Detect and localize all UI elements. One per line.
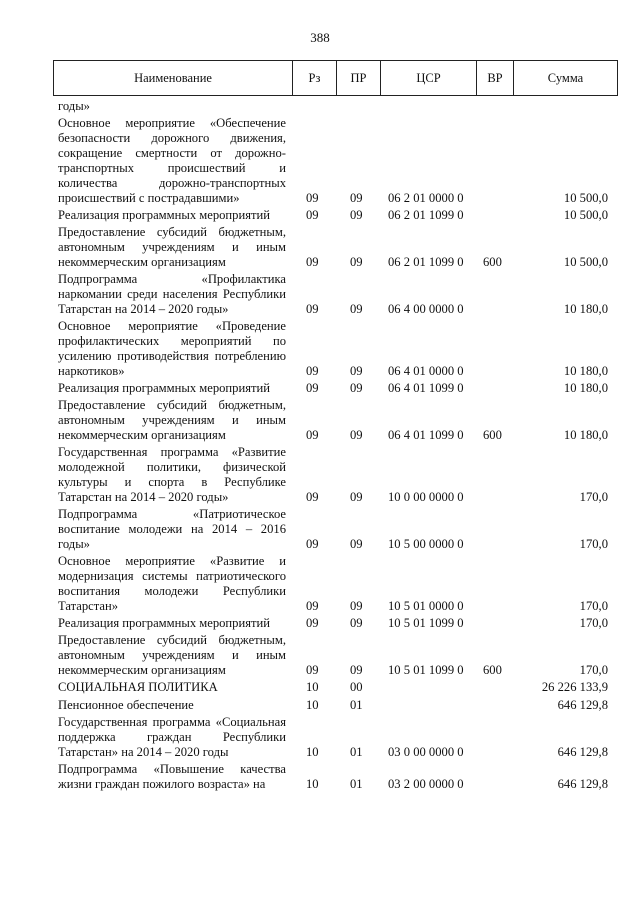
- row-csr: 06 2 01 0000 0: [388, 190, 464, 205]
- table-row: [58, 698, 614, 713]
- row-vr: 600: [483, 254, 502, 269]
- row-sum: 10 500,0: [563, 207, 608, 222]
- row-sum: 10 180,0: [563, 301, 608, 316]
- table-row: [58, 381, 614, 396]
- row-rz: 09: [306, 537, 319, 552]
- row-rz: 09: [306, 381, 319, 396]
- row-pr: 09: [350, 207, 363, 222]
- table-row: [58, 715, 614, 760]
- row-sum: 646 129,8: [557, 697, 608, 712]
- row-csr: 06 2 01 1099 0: [388, 207, 464, 222]
- header-pr: ПР: [336, 61, 380, 95]
- row-pr: 09: [350, 490, 363, 505]
- table-row: [58, 445, 614, 505]
- row-name: годы»: [58, 99, 90, 113]
- table-body: [58, 99, 614, 794]
- table-row: [58, 319, 614, 379]
- row-csr: 10 5 01 1099 0: [388, 616, 464, 631]
- row-sum: 10 500,0: [563, 190, 608, 205]
- table-row: [58, 272, 614, 317]
- row-name: Реализация программных мероприятий: [58, 381, 270, 396]
- row-csr: 10 0 00 0000 0: [388, 490, 464, 505]
- row-rz: 09: [306, 254, 319, 269]
- row-csr: 10 5 00 0000 0: [388, 537, 464, 552]
- row-pr: 09: [350, 616, 363, 631]
- row-rz: 09: [306, 663, 319, 678]
- table-row: [58, 554, 614, 614]
- row-sum: 170,0: [579, 537, 608, 552]
- row-sum: 170,0: [579, 663, 608, 678]
- table-row: [58, 225, 614, 270]
- row-name: Основное мероприятие «Проведение профилактических мероприятий по усилению противодействия потреблению наркотиков»: [58, 319, 286, 378]
- header-sum: Сумма: [513, 61, 617, 95]
- row-csr: 10 5 01 0000 0: [388, 598, 464, 613]
- row-pr: 09: [350, 381, 363, 396]
- row-csr: 06 4 00 0000 0: [388, 301, 464, 316]
- row-pr: 00: [350, 680, 363, 695]
- row-name: Основное мероприятие «Обеспечение безопасности дорожного движения, сокращение смертности от дорожно-транспортных происшествий и количества дорожно-транспортных происшествий с пострадавшими»: [58, 116, 286, 205]
- row-pr: 09: [350, 428, 363, 443]
- row-sum: 10 500,0: [563, 254, 608, 269]
- row-vr: 600: [483, 663, 502, 678]
- row-name: Предоставление субсидий бюджетным, автономным учреждениям и иным некоммерческим организациям: [58, 225, 286, 269]
- table-row: [58, 208, 614, 223]
- row-rz: 10: [306, 744, 319, 759]
- table-row: [58, 762, 614, 792]
- row-sum: 646 129,8: [557, 744, 608, 759]
- table-row: [58, 398, 614, 443]
- row-csr: 06 2 01 1099 0: [388, 254, 464, 269]
- row-rz: 10: [306, 776, 319, 791]
- row-rz: 09: [306, 301, 319, 316]
- table-row: [58, 99, 614, 114]
- header-name: Наименование: [134, 70, 212, 85]
- row-csr: 06 4 01 1099 0: [388, 428, 464, 443]
- row-sum: 10 180,0: [563, 428, 608, 443]
- row-sum: 646 129,8: [557, 776, 608, 791]
- header-rz: Рз: [292, 61, 336, 95]
- row-rz: 09: [306, 363, 319, 378]
- page-number: 388: [310, 30, 330, 45]
- header-vr: ВР: [476, 61, 513, 95]
- row-name: Государственная программа «Социальная поддержка граждан Республики Татарстан» на 2014 – 2020 годы: [58, 714, 286, 759]
- table-header: [53, 60, 618, 96]
- row-rz: 09: [306, 598, 319, 613]
- row-name: Основное мероприятие «Развитие и модернизация системы патриотического воспитания молодежи Республики Татарстан»: [58, 554, 286, 613]
- row-rz: 10: [306, 697, 319, 712]
- row-rz: 09: [306, 190, 319, 205]
- header-csr: ЦСР: [380, 61, 476, 95]
- row-name: Государственная программа «Развитие молодежной политики, физической культуры и спорта в Республике Татарстан на 2014 – 2020 годы»: [58, 445, 286, 505]
- row-csr: 06 4 01 0000 0: [388, 363, 464, 378]
- row-sum: 10 180,0: [563, 381, 608, 396]
- table-row: [58, 507, 614, 552]
- table-row: [58, 616, 614, 631]
- row-sum: 170,0: [579, 598, 608, 613]
- row-csr: 10 5 01 1099 0: [388, 663, 464, 678]
- row-pr: 09: [350, 363, 363, 378]
- row-pr: 09: [350, 598, 363, 613]
- table-row: [58, 116, 614, 205]
- row-rz: 09: [306, 490, 319, 505]
- row-name: Подпрограмма «Профилактика наркомании среди населения Республики Татарстан на 2014 – 2020 годы»: [58, 272, 286, 316]
- row-csr: 06 4 01 1099 0: [388, 381, 464, 396]
- row-rz: 09: [306, 616, 319, 631]
- row-rz: 09: [306, 428, 319, 443]
- row-pr: 01: [350, 744, 363, 759]
- table-row: [58, 633, 614, 678]
- row-pr: 09: [350, 301, 363, 316]
- row-pr: 01: [350, 697, 363, 712]
- row-rz: 10: [306, 680, 319, 695]
- row-sum: 10 180,0: [563, 363, 608, 378]
- row-name: Пенсионное обеспечение: [58, 697, 194, 712]
- row-pr: 01: [350, 776, 363, 791]
- row-pr: 09: [350, 254, 363, 269]
- row-name: Подпрограмма «Повышение качества жизни граждан пожилого возраста» на: [58, 761, 286, 791]
- row-name: Реализация программных мероприятий: [58, 207, 270, 222]
- row-name: Реализация программных мероприятий: [58, 616, 270, 631]
- row-pr: 09: [350, 190, 363, 205]
- row-vr: 600: [483, 428, 502, 443]
- row-sum: 170,0: [579, 616, 608, 631]
- row-name: СОЦИАЛЬНАЯ ПОЛИТИКА: [58, 680, 218, 695]
- row-name: Предоставление субсидий бюджетным, автономным учреждениям и иным некоммерческим организациям: [58, 398, 286, 443]
- table-row: [58, 680, 614, 695]
- row-sum: 170,0: [579, 490, 608, 505]
- row-sum: 26 226 133,9: [541, 680, 608, 695]
- row-csr: 03 0 00 0000 0: [388, 744, 464, 759]
- row-name: Предоставление субсидий бюджетным, автономным учреждениям и иным некоммерческим организациям: [58, 633, 286, 678]
- row-pr: 09: [350, 663, 363, 678]
- row-csr: 03 2 00 0000 0: [388, 776, 464, 791]
- row-name: Подпрограмма «Патриотическое воспитание молодежи на 2014 – 2016 годы»: [58, 507, 286, 552]
- row-rz: 09: [306, 207, 319, 222]
- row-pr: 09: [350, 537, 363, 552]
